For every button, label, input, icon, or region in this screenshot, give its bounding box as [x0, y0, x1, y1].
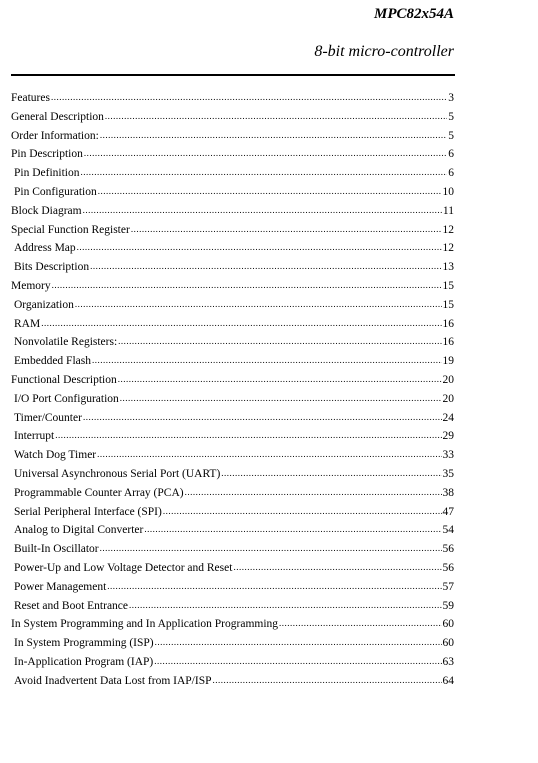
toc-entry-label: Special Function Register [11, 223, 130, 236]
toc-entry-label: Serial Peripheral Interface (SPI) [14, 505, 162, 518]
toc-dot-leader [55, 426, 441, 445]
toc-dot-leader [92, 351, 442, 370]
toc-dot-leader [41, 314, 441, 333]
toc-entry[interactable] [11, 409, 454, 428]
toc-entry[interactable] [11, 615, 454, 634]
toc-entry[interactable] [11, 634, 454, 653]
toc-entry[interactable] [11, 578, 454, 597]
toc-entry-page-number: 24 [442, 411, 454, 424]
header-divider [11, 74, 455, 76]
toc-entry-page-number: 16 [442, 317, 454, 330]
toc-dot-leader [100, 539, 442, 558]
document-title: MPC82x54A [373, 6, 454, 22]
toc-entry-label: Pin Configuration [14, 185, 97, 198]
toc-dot-leader [155, 633, 442, 652]
toc-entry[interactable] [11, 352, 454, 371]
toc-entry-label: Memory [11, 279, 51, 292]
toc-entry-page-number: 15 [442, 279, 454, 292]
toc-dot-leader [154, 652, 441, 671]
toc-entry[interactable] [11, 503, 454, 522]
toc-dot-leader [118, 332, 441, 351]
toc-entry-label: Built-In Oscillator [14, 543, 99, 556]
toc-entry-page-number: 19 [442, 355, 454, 368]
toc-entry-label: Block Diagram [11, 204, 82, 217]
toc-entry-page-number: 60 [442, 637, 454, 650]
toc-entry[interactable] [11, 108, 454, 127]
toc-entry-page-number: 12 [442, 223, 454, 236]
toc-entry[interactable] [11, 597, 454, 616]
toc-entry-label: In System Programming and In Application Programming [11, 618, 279, 631]
toc-entry-page-number: 6 [448, 167, 454, 180]
toc-entry-page-number: 10 [442, 185, 454, 198]
toc-entry-label: In-Application Program (IAP) [14, 655, 154, 668]
toc-entry[interactable] [11, 221, 454, 240]
toc-dot-leader [75, 295, 442, 314]
toc-entry-page-number: 57 [442, 580, 454, 593]
toc-entry-page-number: 13 [442, 261, 454, 274]
toc-entry[interactable] [11, 277, 454, 296]
toc-entry[interactable] [11, 465, 454, 484]
toc-dot-leader [90, 257, 441, 276]
toc-dot-leader [118, 370, 442, 389]
toc-entry-label: Bits Description [14, 261, 90, 274]
toc-entry-label: In System Programming (ISP) [14, 637, 154, 650]
toc-entry[interactable] [11, 446, 454, 465]
toc-entry-label: Pin Description [11, 148, 83, 161]
toc-entry-label: Programmable Counter Array (PCA) [14, 486, 184, 499]
toc-dot-leader [185, 483, 442, 502]
toc-dot-leader [83, 408, 442, 427]
toc-entry[interactable] [11, 427, 454, 446]
toc-entry[interactable] [11, 127, 454, 146]
toc-entry[interactable] [11, 672, 454, 691]
toc-entry-page-number: 12 [442, 242, 454, 255]
toc-entry-label: Address Map [14, 242, 76, 255]
toc-entry-page-number: 47 [442, 505, 454, 518]
toc-dot-leader [105, 107, 447, 126]
toc-entry-page-number: 56 [442, 543, 454, 556]
toc-entry-page-number: 29 [442, 430, 454, 443]
toc-entry-page-number: 5 [448, 129, 454, 142]
toc-entry[interactable] [11, 296, 454, 315]
toc-dot-leader [83, 201, 442, 220]
toc-entry-page-number: 56 [442, 561, 454, 574]
toc-entry[interactable] [11, 239, 454, 258]
toc-entry-label: I/O Port Configuration [14, 392, 119, 405]
toc-entry[interactable] [11, 333, 454, 352]
toc-entry-label: Functional Description [11, 373, 117, 386]
toc-dot-leader [97, 445, 441, 464]
toc-entry[interactable] [11, 521, 454, 540]
toc-entry-page-number: 16 [442, 336, 454, 349]
toc-dot-leader [279, 614, 441, 633]
toc-entry-page-number: 6 [448, 148, 454, 161]
toc-dot-leader [221, 464, 441, 483]
toc-dot-leader [77, 238, 442, 257]
toc-entry-page-number: 35 [442, 467, 454, 480]
toc-dot-leader [81, 163, 448, 182]
toc-entry-page-number: 15 [442, 298, 454, 311]
toc-entry-page-number: 33 [442, 449, 454, 462]
toc-entry[interactable] [11, 89, 454, 108]
toc-entry[interactable] [11, 258, 454, 277]
toc-entry[interactable] [11, 559, 454, 578]
toc-entry-label: Power-Up and Low Voltage Detector and Reset [14, 561, 233, 574]
toc-entry-label: Avoid Inadvertent Data Lost from IAP/ISP [14, 674, 212, 687]
toc-entry-page-number: 54 [442, 524, 454, 537]
document-subtitle: 8-bit micro-controller [314, 43, 454, 60]
toc-dot-leader [233, 558, 441, 577]
toc-entry[interactable] [11, 390, 454, 409]
toc-entry[interactable] [11, 183, 454, 202]
toc-entry[interactable] [11, 145, 454, 164]
toc-dot-leader [129, 596, 441, 615]
toc-entry-page-number: 5 [448, 110, 454, 123]
toc-entry[interactable] [11, 653, 454, 672]
toc-entry-label: Interrupt [14, 430, 55, 443]
toc-entry-label: Timer/Counter [14, 411, 82, 424]
toc-entry-page-number: 38 [442, 486, 454, 499]
toc-dot-leader [51, 88, 447, 107]
toc-entry-label: Embedded Flash [14, 355, 91, 368]
toc-dot-leader [98, 182, 442, 201]
toc-dot-leader [100, 126, 447, 145]
toc-entry-page-number: 20 [442, 373, 454, 386]
toc-entry-page-number: 64 [442, 674, 454, 687]
toc-entry-label: General Description [11, 110, 104, 123]
toc-dot-leader [84, 144, 447, 163]
toc-entry-label: Pin Definition [14, 167, 80, 180]
toc-entry[interactable] [11, 540, 454, 559]
toc-entry[interactable] [11, 164, 454, 183]
toc-dot-leader [213, 671, 442, 690]
toc-dot-leader [107, 577, 441, 596]
toc-entry-page-number: 11 [442, 204, 454, 217]
toc-entry[interactable] [11, 202, 454, 221]
toc-entry-label: Power Management [14, 580, 107, 593]
toc-entry-label: Analog to Digital Converter [14, 524, 144, 537]
toc-entry-label: Order Information: [11, 129, 99, 142]
toc-entry-label: Universal Asynchronous Serial Port (UART) [14, 467, 221, 480]
toc-entry-page-number: 63 [442, 655, 454, 668]
table-of-contents [11, 89, 454, 691]
toc-entry[interactable] [11, 371, 454, 390]
toc-entry[interactable] [11, 484, 454, 503]
toc-entry-page-number: 20 [442, 392, 454, 405]
toc-dot-leader [131, 220, 442, 239]
toc-entry-page-number: 3 [448, 92, 454, 104]
toc-dot-leader [144, 520, 441, 539]
toc-entry-label: RAM [14, 317, 41, 330]
toc-entry-label: Organization [14, 298, 74, 311]
toc-entry-page-number: 60 [442, 618, 454, 631]
toc-entry-label: Reset and Boot Entrance [14, 599, 129, 612]
toc-entry-page-number: 59 [442, 599, 454, 612]
toc-entry-label: Nonvolatile Registers: [14, 336, 118, 349]
toc-entry[interactable] [11, 315, 454, 334]
toc-dot-leader [52, 276, 442, 295]
toc-dot-leader [163, 502, 442, 521]
toc-entry-label: Watch Dog Timer [14, 449, 97, 462]
toc-entry-label: Features [11, 92, 50, 104]
toc-dot-leader [120, 389, 442, 408]
